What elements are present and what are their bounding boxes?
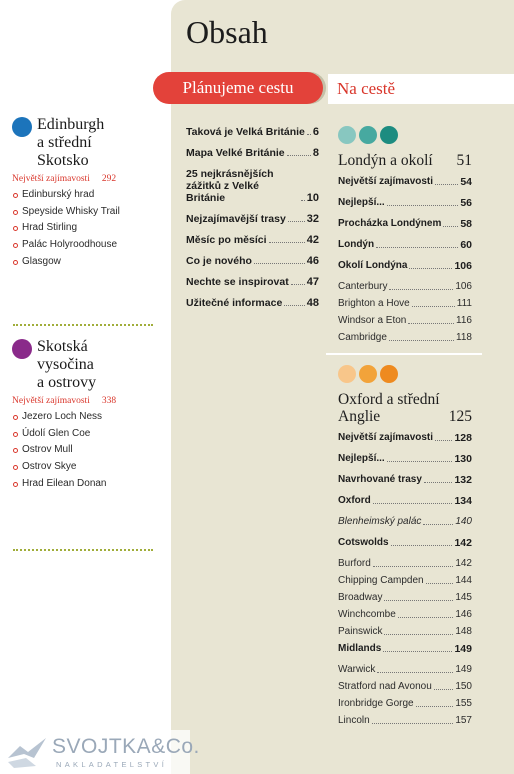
toc-entry[interactable] [338,474,472,486]
toc-entry-page: 128 [454,432,472,444]
toc-entry-page: 60 [460,239,472,251]
sidebar [0,0,166,774]
toc-entry-label: Oxford [338,495,371,506]
page-title: Obsah [186,14,268,50]
toc-entry[interactable] [338,664,472,676]
toc-entry-label: Cambridge [338,332,387,343]
leader-dots [389,289,453,290]
toc-entry-page: 149 [454,643,472,655]
highlights-label [12,174,162,184]
toc-entry-label: Painswick [338,626,383,637]
logo-tagline: NAKLADATELSTVÍ [56,760,168,769]
leader-dots [373,503,453,504]
tab-na-ceste[interactable]: Na cestě [328,74,514,104]
region-title-line: Skotská [37,338,88,355]
leader-dots [269,242,305,243]
highlights-text: Největší zajímavosti [12,396,90,406]
leader-dots [372,723,454,724]
toc-entry-label: Navrhované trasy [338,474,422,485]
toc-entry-label: Nejzajímavější trasy [186,213,286,225]
highlights-text: Největší zajímavosti [12,174,90,184]
highlights-label [12,396,162,406]
toc-entry[interactable] [338,558,472,570]
leader-dots [424,482,453,483]
toc-entry[interactable] [186,126,319,138]
toc-entry-label: Warwick [338,664,376,675]
leader-dots [287,155,311,156]
leader-dots [408,323,454,324]
section-title-label: Londýn a okolí [338,152,433,169]
toc-entry-label: Broadway [338,592,383,603]
toc-entry[interactable] [338,197,472,209]
region-title-line: Skotsko [37,152,89,169]
toc-entry[interactable] [338,281,472,293]
region-title [37,338,96,392]
toc-entry[interactable] [338,218,472,230]
leader-dots [389,340,454,341]
toc-entry-page: 58 [460,218,472,230]
leader-dots [423,524,453,525]
region-header [12,338,162,392]
toc-entry-label: Taková je Velká Británie [186,126,305,138]
toc-entry-label: Brighton a Hove [338,298,410,309]
toc-entry-page: 142 [455,558,472,569]
toc-entry-page: 149 [455,664,472,675]
leader-dots [383,651,452,652]
on-the-road-toc [338,126,472,732]
highlights-page: 292 [101,174,117,184]
list-item[interactable]: Palác Holyroodhouse [12,237,162,254]
toc-entry-label: Londýn [338,239,375,250]
planning-toc [186,126,319,318]
toc-entry[interactable] [338,609,472,621]
leader-dots [376,247,458,248]
section-entries [338,176,472,344]
toc-entry-page: 145 [455,592,472,603]
toc-entry-page: 6 [312,126,319,138]
logo-name: SVOJTKA&Co. [52,735,200,758]
toc-entry-label: Nejlepší... [338,197,385,208]
leader-dots [412,306,455,307]
toc-entry-label: 25 nejkrásnějších zážitků z Velké Británie [186,168,274,204]
toc-entry[interactable] [338,176,472,188]
toc-entry[interactable] [338,260,472,272]
leader-dots [373,566,454,567]
region-highlands[interactable] [12,338,162,493]
toc-entry-label: Měsíc po měsíci [186,234,267,246]
toc-entry-page: 46 [306,255,319,267]
toc-entry-label: Stratford nad Avonou [338,681,432,692]
toc-entry[interactable] [338,516,472,528]
toc-entry-label: Lincoln [338,715,370,726]
leader-dots [254,263,305,264]
highlights-list [12,409,162,493]
leader-dots [434,689,454,690]
leader-dots [301,200,305,201]
toc-entry-page: 118 [456,332,472,343]
toc-entry-page: 142 [454,537,472,549]
leader-dots [435,184,458,185]
toc-entry-label: Canterbury [338,281,388,292]
leader-dots [387,461,453,462]
section-title-label: Oxford a střední Anglie [338,391,440,425]
leader-dots [307,134,311,135]
toc-entry[interactable] [338,298,472,310]
toc-entry-page: 48 [306,297,319,309]
toc-entry-label: Chipping Campden [338,575,424,586]
toc-entry-page: 106 [455,281,472,292]
toc-entry[interactable] [186,213,319,225]
toc-entry-page: 106 [454,260,472,272]
list-item[interactable]: Ostrov Skye [12,459,162,476]
toc-entry[interactable] [186,234,319,246]
region-header [12,116,162,170]
toc-entry-page: 140 [455,516,472,527]
toc-entry-page: 47 [306,276,319,288]
toc-entry-page: 144 [455,575,472,586]
toc-entry-page: 54 [460,176,472,188]
teal-dots-icon [338,126,472,144]
toc-entry-label: Procházka Londýnem [338,218,442,229]
toc-entry-label: Co je nového [186,255,252,267]
toc-entry[interactable] [338,575,472,587]
toc-entry-label: Nejlepší... [338,453,385,464]
leader-dots [387,205,459,206]
section-title[interactable] [338,391,472,425]
leader-dots [384,634,453,635]
toc-entry[interactable] [186,168,319,204]
toc-entry[interactable] [338,681,472,693]
highlights-page: 338 [101,396,117,406]
toc-entry[interactable] [338,239,472,251]
toc-entry-page: 148 [455,626,472,637]
toc-entry-page: 150 [455,681,472,692]
toc-entry-page: 132 [454,474,472,486]
toc-entry-label: Burford [338,558,371,569]
region-title-line: a ostrovy [37,374,97,391]
toc-entry-label: Užitečné informace [186,297,283,309]
toc-entry[interactable] [186,297,319,309]
leader-dots [391,545,453,546]
toc-entry-page: 42 [306,234,319,246]
toc-entry[interactable] [338,332,472,344]
toc-entry-page: 56 [460,197,472,209]
toc-entry[interactable] [338,537,472,549]
region-title-line: a střední [37,134,92,151]
toc-entry-label: Ironbridge Gorge [338,698,414,709]
toc-entry-page: 8 [312,147,319,159]
divider [13,324,153,326]
list-item[interactable]: Speyside Whisky Trail [12,204,162,221]
region-edinburgh[interactable] [12,116,162,271]
list-item[interactable]: Edinburský hrad [12,187,162,204]
toc-entry-label: Blenheimský palác [338,516,422,527]
toc-entry[interactable] [338,315,472,327]
list-item[interactable]: Údolí Glen Coe [12,426,162,443]
orange-dots-icon [338,365,472,383]
toc-entry-label: Windsor a Eton [338,315,407,326]
purple-circle-icon [12,339,32,359]
toc-entry-label: Midlands [338,643,382,654]
toc-entry[interactable] [338,643,472,655]
section-entries [338,432,472,727]
toc-entry[interactable] [338,495,472,507]
leader-dots [398,617,454,618]
leader-dots [288,221,305,222]
toc-entry-page: 134 [454,495,472,507]
toc-entry[interactable] [186,147,319,159]
toc-entry[interactable] [186,255,319,267]
toc-entry-page: 111 [456,298,472,309]
bird-logo-icon [6,736,48,770]
leader-dots [443,226,458,227]
list-item[interactable]: Ostrov Mull [12,442,162,459]
contents-panel [171,0,514,774]
section-title-page: 51 [456,152,472,169]
toc-entry[interactable] [338,715,472,727]
divider [13,549,153,551]
leader-dots [426,583,454,584]
toc-entry[interactable] [338,592,472,604]
tab-planujeme-cestu[interactable]: Plánujeme cestu [153,72,323,104]
toc-entry-label: Největší zajímavosti [338,432,434,443]
section-title[interactable] [338,152,472,169]
region-title [37,116,104,170]
leader-dots [291,284,305,285]
toc-entry-page: 157 [455,715,472,726]
list-item[interactable]: Hrad Stirling [12,220,162,237]
toc-entry-label: Mapa Velké Británie [186,147,285,159]
publisher-logo [0,730,200,774]
leader-dots [409,268,452,269]
list-item[interactable]: Hrad Eilean Donan [12,476,162,493]
toc-entry[interactable] [338,698,472,710]
list-item[interactable]: Jezero Loch Ness [12,409,162,426]
divider [326,353,482,355]
toc-entry-label: Cotswolds [338,537,389,548]
list-item[interactable]: Glasgow [12,254,162,271]
toc-entry[interactable] [338,453,472,465]
region-title-line: vysočina [37,356,94,373]
toc-entry-page: 155 [455,698,472,709]
toc-entry-label: Winchcombe [338,609,396,620]
toc-entry-label: Okolí Londýna [338,260,408,271]
toc-entry-page: 10 [306,192,319,204]
toc-entry-page: 116 [456,315,472,326]
leader-dots [384,600,453,601]
region-title-line: Edinburgh [37,116,105,133]
leader-dots [284,305,304,306]
toc-entry-label: Největší zajímavosti [338,176,434,187]
toc-entry[interactable] [338,432,472,444]
leader-dots [416,706,454,707]
toc-entry-page: 130 [454,453,472,465]
blue-circle-icon [12,117,32,137]
highlights-list [12,187,162,271]
section-title-page: 125 [448,408,472,425]
toc-entry[interactable] [186,276,319,288]
leader-dots [377,672,453,673]
toc-entry-page: 32 [306,213,319,225]
toc-entry-page: 146 [455,609,472,620]
leader-dots [435,440,452,441]
toc-entry-label: Nechte se inspirovat [186,276,289,288]
toc-entry[interactable] [338,626,472,638]
